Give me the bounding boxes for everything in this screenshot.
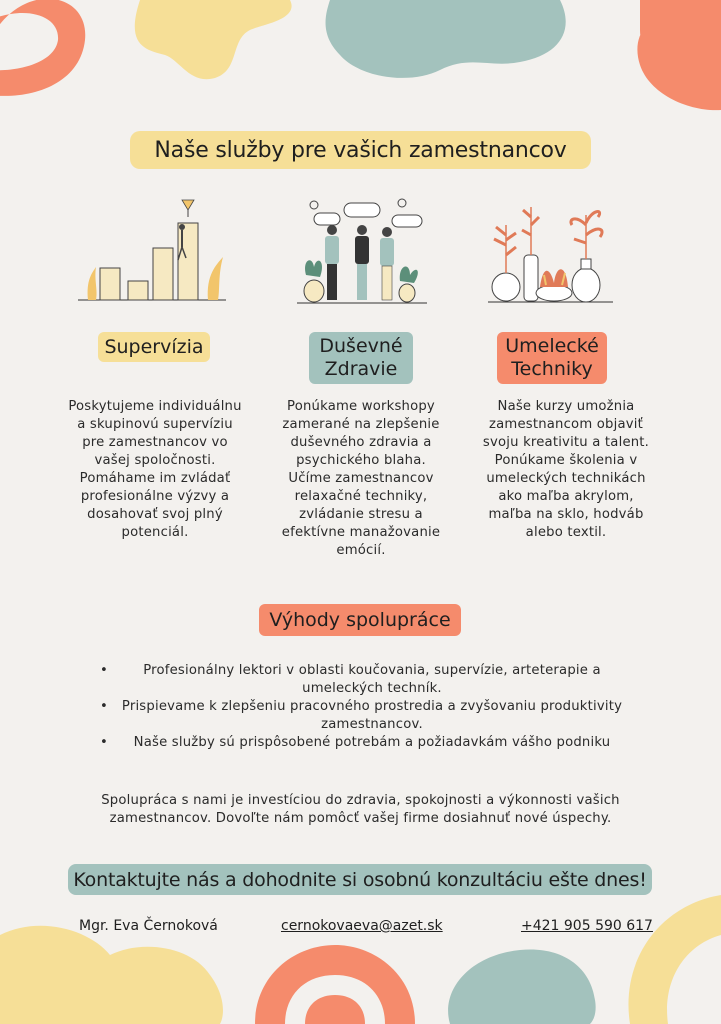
service-description-umelecke-techniky: Naše kurzy umožnia zamestnancom objaviť svoju kreativitu a talent. Ponúkame školenia v umeleckých technikách ako maľba akrylom, maľba na sklo, hodváb alebo textil.: [482, 399, 650, 540]
benefits-title: Výhody spolupráce: [259, 604, 461, 636]
bullet-icon: •: [100, 699, 108, 714]
growth-chart-illustration: [78, 195, 238, 310]
bullet-icon: •: [100, 735, 108, 750]
people-talking-illustration: [292, 195, 452, 310]
service-description-dusevne-zdravie: Ponúkame workshopy zamerané na zlepšenie duševného zdravia a psychického blaha. Učíme zamestnancov relaxačné techniky, zvládanie stresu a efektívne manažovanie emócií.: [281, 399, 441, 558]
benefits-list: [100, 662, 630, 752]
vases-plants-illustration: [488, 195, 648, 310]
service-label-umelecke-techniky: Umelecké Techniky: [497, 332, 607, 384]
call-to-action: Kontaktujte nás a dohodnite si osobnú konzultáciu ešte dnes!: [68, 864, 652, 895]
contact-email-link[interactable]: cernokovaeva@azet.sk: [281, 918, 443, 934]
service-label-supervizia: Supervízia: [98, 332, 210, 362]
list-item: • Profesionálny lektori v oblasti koučovania, supervízie, arteterapie a umeleckých techník.: [100, 663, 601, 696]
contact-phone-link[interactable]: +421 905 590 617: [521, 918, 653, 934]
service-description-supervizia: Poskytujeme individuálnu a skupinovú supervíziu pre zamestnancov vo vašej spoločnosti. Pomáhame im zvládať profesionálne výzvy a dosahovať svoj plný potenciál.: [68, 399, 242, 540]
closing-paragraph: Spolupráca s nami je investíciou do zdravia, spokojnosti a výkonnosti vašich zamestnancov. Dovoľte nám pomôcť vašej firme dosiahnuť nové úspechy.: [101, 793, 620, 826]
contact-name: Mgr. Eva Černoková: [79, 918, 218, 934]
bullet-icon: •: [100, 663, 108, 678]
list-item: • Naše služby sú prispôsobené potrebám a požiadavkám vášho podniku: [100, 735, 611, 750]
service-label-dusevne-zdravie: Duševné Zdravie: [309, 332, 413, 384]
page-title: Naše služby pre vašich zamestnancov: [130, 131, 591, 169]
list-item: • Prispievame k zlepšeniu pracovného prostredia a zvyšovaniu produktivity zamestnancov.: [100, 699, 623, 732]
